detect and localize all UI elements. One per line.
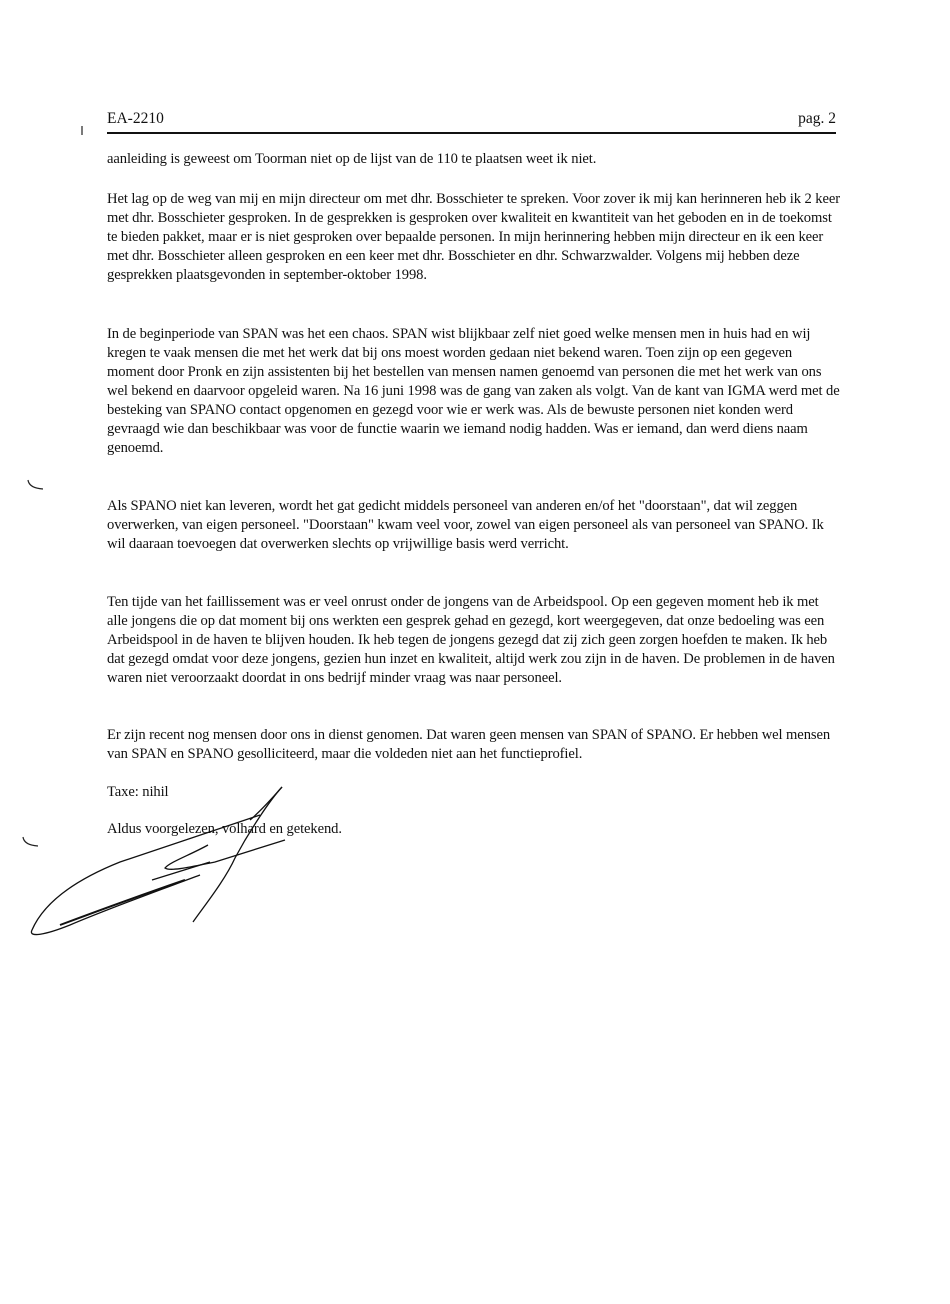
scan-mark-icon: [25, 478, 47, 492]
page-header: [107, 110, 836, 134]
paragraph-1: aanleiding is geweest om Toorman niet op de lijst van de 110 te plaatsen weet ik niet.: [107, 151, 597, 167]
signature-icon: [0, 770, 300, 950]
paragraph-6: Er zijn recent nog mensen door ons in dienst genomen. Dat waren geen mensen van SPAN of SPANO. Er hebben wel mensen van SPAN en SPANO gesolliciteerd, maar die voldeden niet aan het functieprofiel.: [107, 727, 831, 762]
paragraph-4: Als SPANO niet kan leveren, wordt het gat gedicht middels personeel van anderen en/of het "doorstaan", dat wil zeggen overwerken, van eigen personeel. "Doorstaan" kwam veel voor, zowel van eigen personeel als van personeel van SPANO. Ik wil daaraan toevoegen dat overwerken slechts op vrijwillige basis werd verricht.: [107, 498, 824, 552]
page-number: pag. 2: [798, 110, 836, 127]
paragraph-2: Het lag op de weg van mij en mijn directeur om met dhr. Bosschieter te spreken. Voor zover ik mij kan herinneren heb ik 2 keer met dhr. Bosschieter gesproken. In de gesprekken is gesproken over kwaliteit en kwantiteit van het geboden en in de toekomst te bieden pakket, maar er is niet gesproken over bepaalde personen. In mijn herinnering hebben mijn directeur en ik een keer met dhr. Bosschieter alleen gesproken en een keer met dhr. Bosschieter en dhr. Schwarzwalder. Volgens mij hebben deze gesprekken plaatsgevonden in september-oktober 1998.: [107, 191, 840, 283]
document-id: EA-2210: [107, 110, 164, 127]
paragraph-5: Ten tijde van het faillissement was er veel onrust onder de jongens van de Arbeidspool. Op een gegeven moment heb ik met alle jongens die op dat moment bij ons werkten een gesprek gehad en gezegd, kort weergegeven, dat onze bedoeling was een Arbeidspool in de haven te blijven houden. Ik heb tegen de jongens gezegd dat zij zich geen zorgen hoefden te maken. Ik heb dat gezegd omdat voor deze jongens, gezien hun inzet en kwaliteit, altijd werk zou zijn in de haven. De problemen in de haven waren niet veroorzaakt doordat in ons bedrijf minder vraag was naar personeel.: [107, 594, 835, 686]
taxe-line: Taxe: nihil: [107, 784, 169, 800]
scan-mark-icon: [80, 126, 84, 136]
paragraph-3: In de beginperiode van SPAN was het een chaos. SPAN wist blijkbaar zelf niet goed welke mensen men in huis had en wij kregen te vaak mensen die met het werk dat bij ons moest worden gedaan niet bekend waren. Toen zijn op een gegeven moment door Pronk en zijn assistenten bij het bestellen van mensen namen genoemd van personen die met het werk van ons wel bekend en daarvoor opgeleid waren. Na 16 juni 1998 was de gang van zaken als volgt. Van de kant van IGMA werd met de besteking van SPANO contact opgenomen en gezegd voor wie er werk was. Als de bewuste personen niet konden werd gevraagd wie dan beschikbaar was voor de functie waarin we iemand nodig hadden. Was er iemand, dan werd diens naam genoemd.: [107, 326, 840, 456]
closing-line: Aldus voorgelezen, volhard en getekend.: [107, 821, 342, 837]
